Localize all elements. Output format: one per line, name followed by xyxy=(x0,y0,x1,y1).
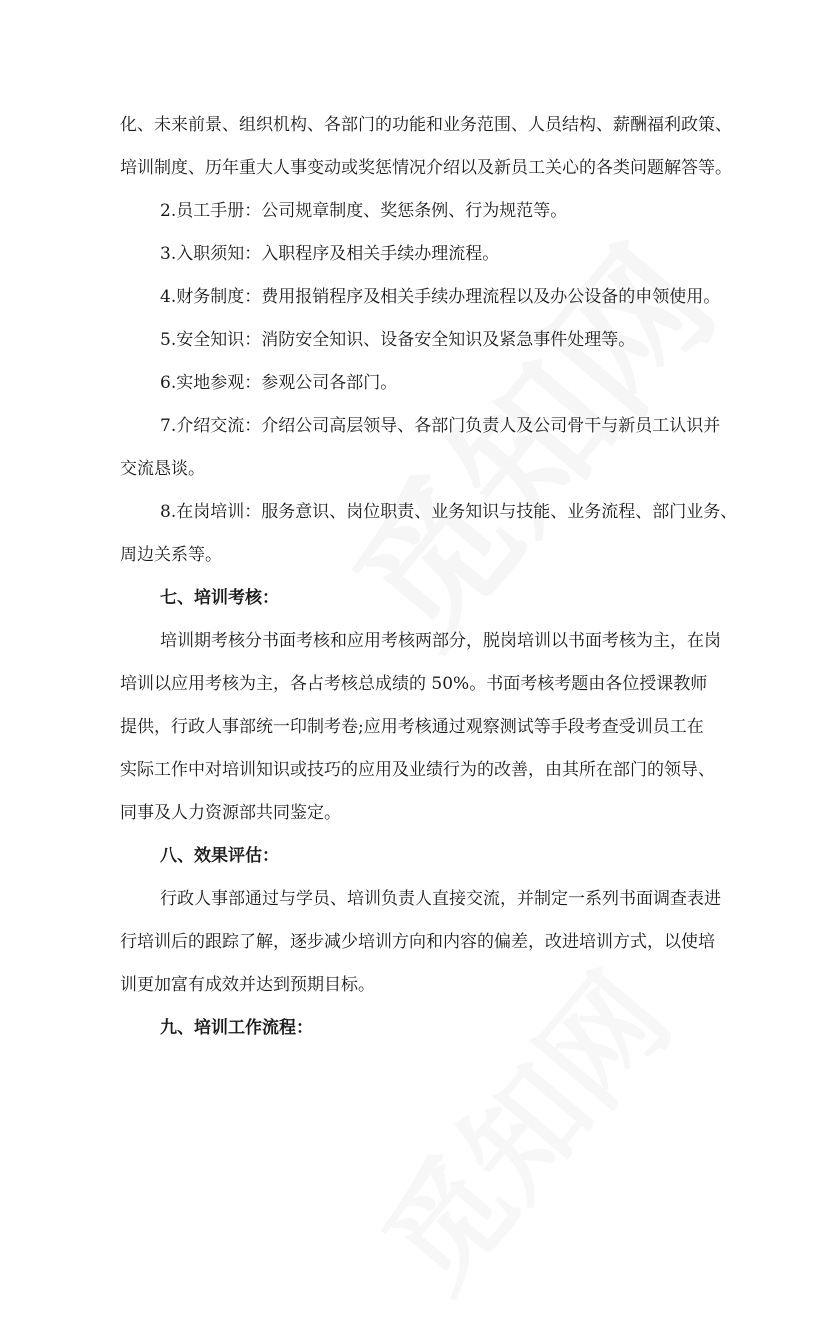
section-heading: 八、效果评估： xyxy=(160,846,279,866)
list-item: 2.员工手册：公司规章制度、奖惩条例、行为规范等。 xyxy=(160,201,568,221)
paragraph-line: 化、未来前景、组织机构、各部门的功能和业务范围、人员结构、薪酬福利政策、 xyxy=(120,115,732,135)
list-item: 3.入职须知：入职程序及相关手续办理流程。 xyxy=(160,244,500,264)
list-item: 8.在岗培训：服务意识、岗位职责、业务知识与技能、业务流程、部门业务、 xyxy=(160,502,738,522)
paragraph-line: 培训以应用考核为主，各占考核总成绩的 50%。书面考核考题由各位授课教师 xyxy=(120,674,708,694)
list-item: 4.财务制度：费用报销程序及相关手续办理流程以及办公设备的申领使用。 xyxy=(160,287,721,307)
paragraph-line: 提供，行政人事部统一印制考卷;应用考核通过观察测试等手段考查受训员工在 xyxy=(120,717,704,737)
list-item: 5.安全知识：消防安全知识、设备安全知识及紧急事件处理等。 xyxy=(160,330,636,350)
paragraph-line: 实际工作中对培训知识或技巧的应用及业绩行为的改善，由其所在部门的领导、 xyxy=(120,760,715,780)
list-item: 7.介绍交流：介绍公司高层领导、各部门负责人及公司骨干与新员工认识并 xyxy=(160,416,721,436)
section-heading: 九、培训工作流程： xyxy=(160,1018,313,1038)
paragraph-line: 培训制度、历年重大人事变动或奖惩情况介绍以及新员工关心的各类问题解答等。 xyxy=(120,158,732,178)
watermark xyxy=(298,196,753,680)
list-item-continuation: 交流恳谈。 xyxy=(120,459,205,479)
watermark xyxy=(338,933,701,1319)
paragraph-line: 行政人事部通过与学员、培训负责人直接交流，并制定一系列书面调查表进 xyxy=(160,889,721,909)
paragraph-line: 训更加富有成效并达到预期目标。 xyxy=(120,975,375,995)
paragraph-line: 培训期考核分书面考核和应用考核两部分，脱岗培训以书面考核为主，在岗 xyxy=(160,631,721,651)
paragraph-line: 同事及人力资源部共同鉴定。 xyxy=(120,803,341,823)
list-item-continuation: 周边关系等。 xyxy=(120,545,222,565)
list-item: 6.实地参观：参观公司各部门。 xyxy=(160,373,398,393)
paragraph-line: 行培训后的跟踪了解，逐步减少培训方向和内容的偏差，改进培训方式，以使培 xyxy=(120,932,715,952)
section-heading: 七、培训考核： xyxy=(160,588,279,608)
